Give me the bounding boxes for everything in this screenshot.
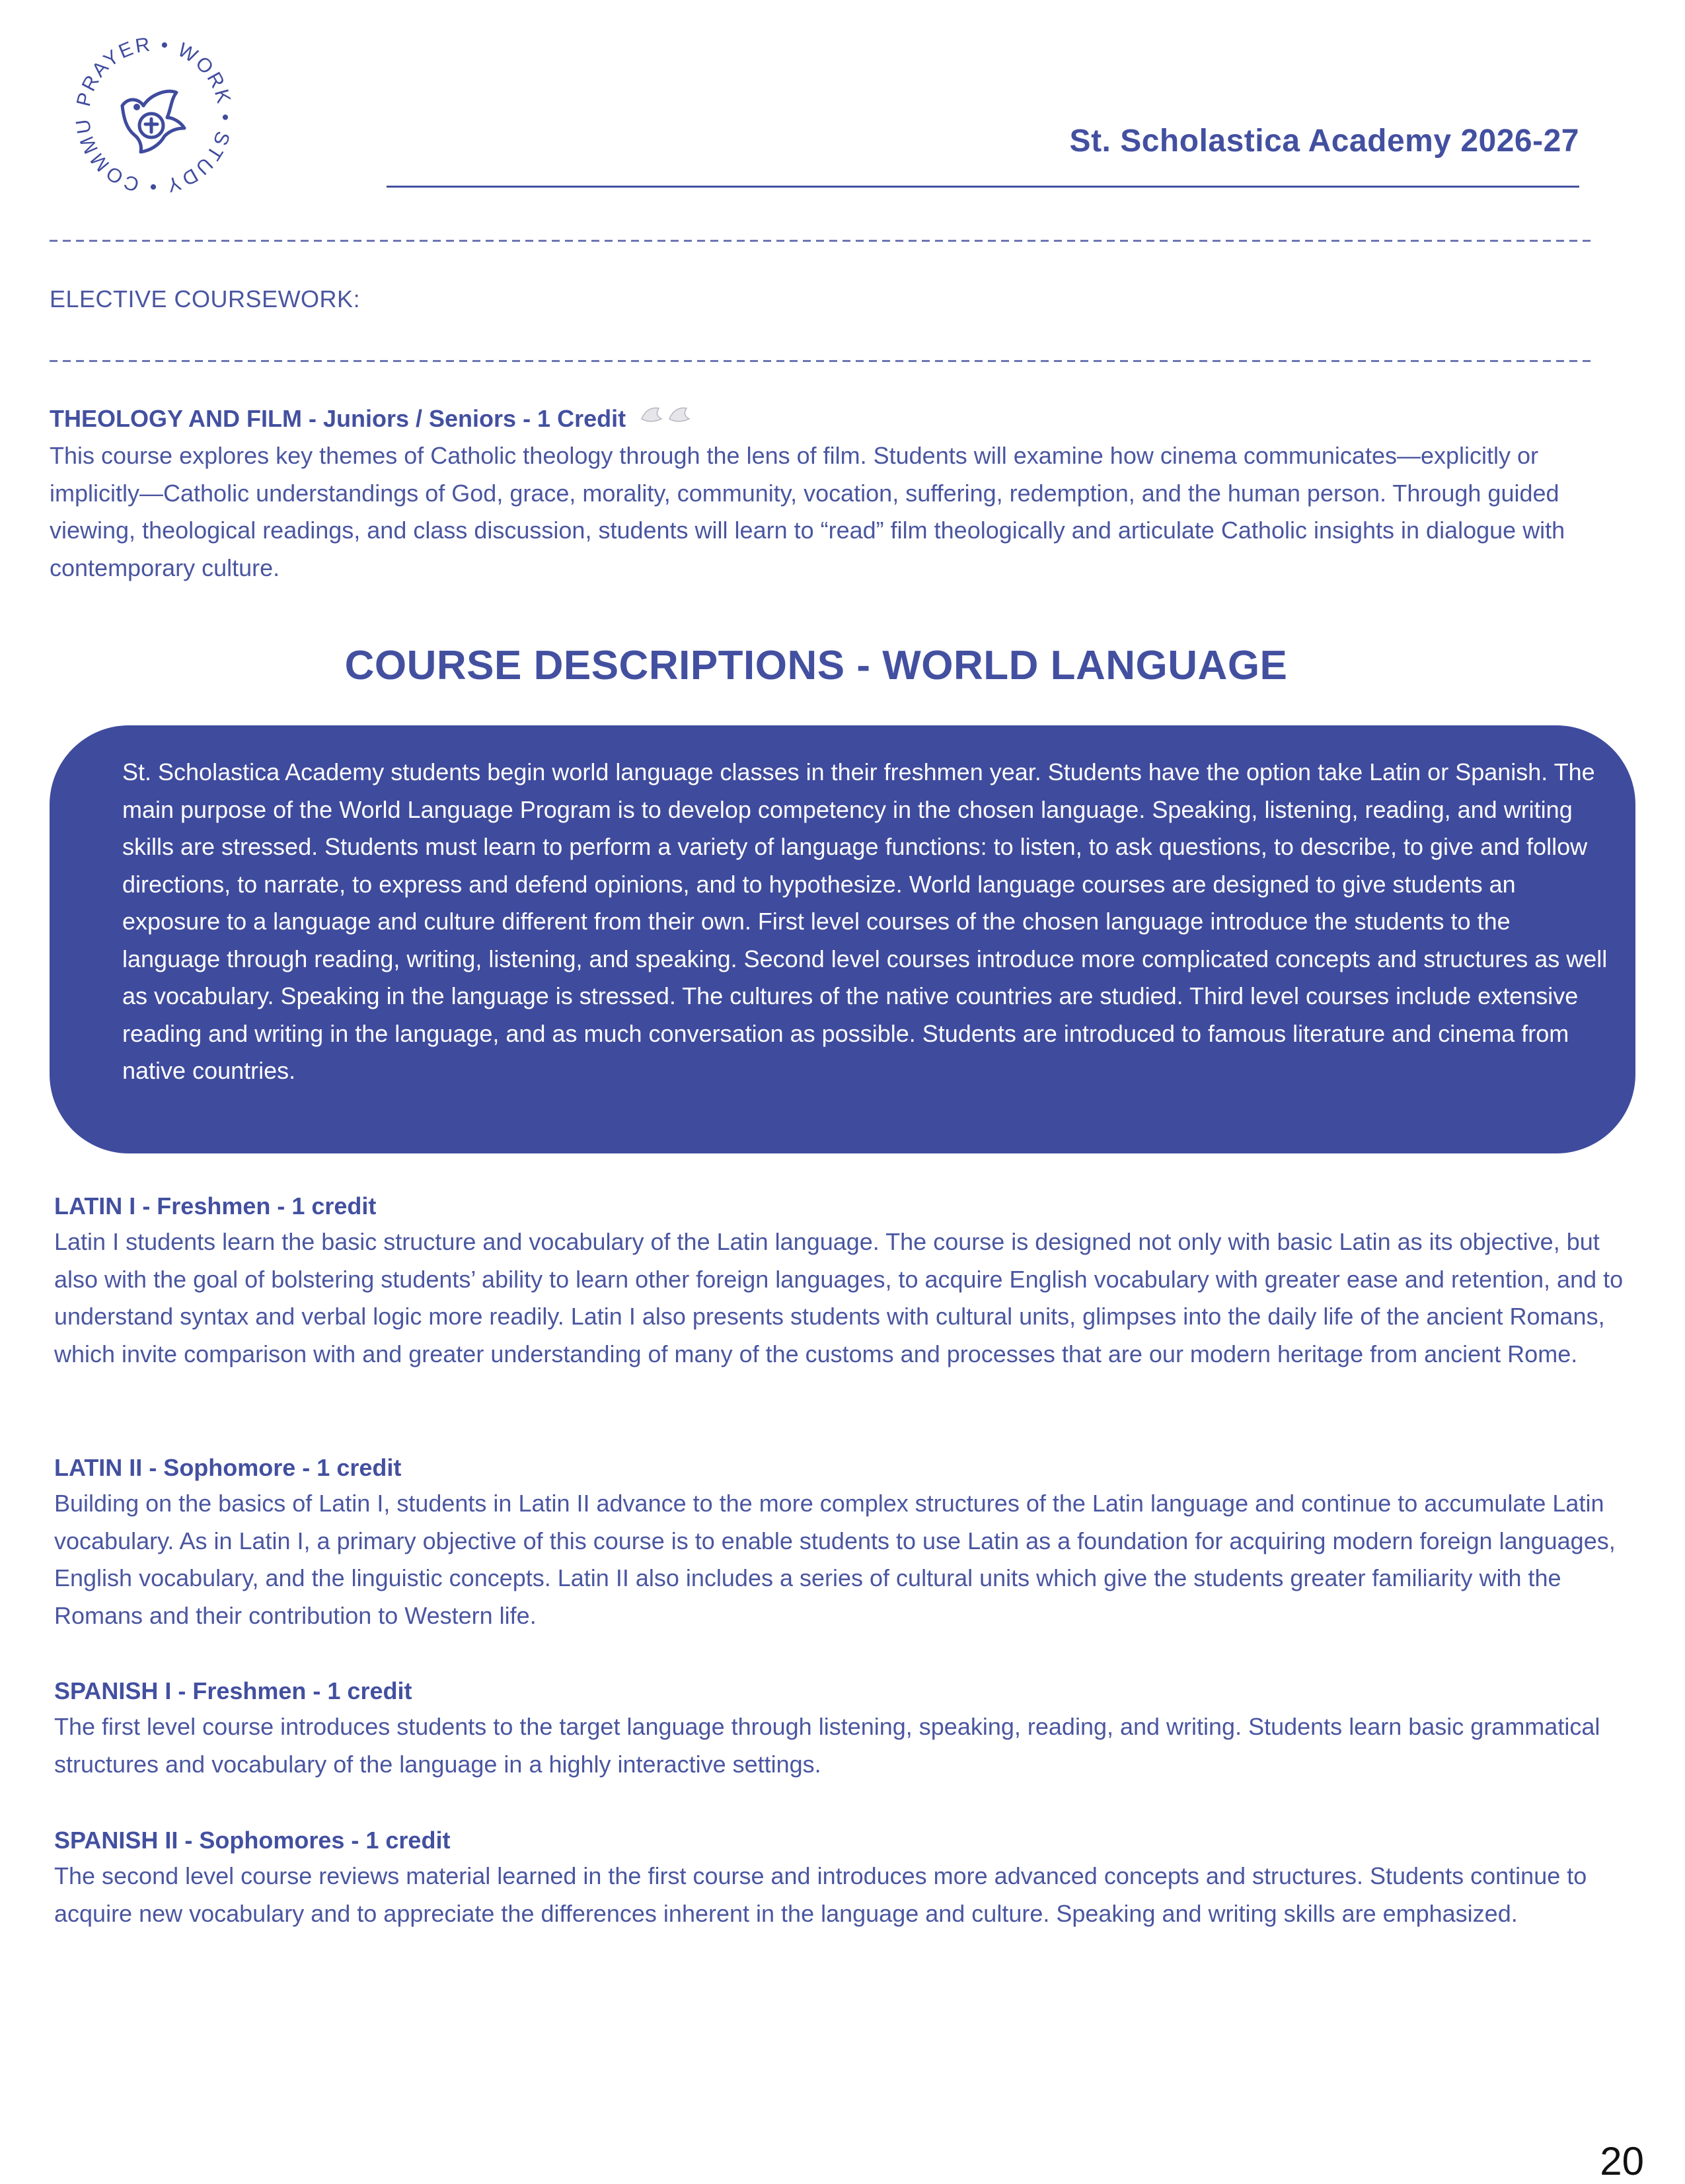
document-header-title: St. Scholastica Academy 2026-27 (1069, 124, 1579, 159)
section-heading: COURSE DESCRIPTIONS - WORLD LANGUAGE (344, 643, 1288, 688)
course-description: The first level course introduces students to the target language through listening, speaking, reading, and writing. Students learn basic grammatical structures and vocabulary of the language in a highly interactive settings. (54, 1713, 1600, 1778)
dashed-divider (50, 240, 1596, 242)
course-latin-2 (54, 1451, 1627, 1634)
course-title: SPANISH II - Sophomores - 1 credit (54, 1827, 451, 1854)
elective-section-label: ELECTIVE COURSEWORK: (50, 285, 361, 312)
dove-icon (71, 33, 237, 198)
header-rule (387, 186, 1579, 188)
logo-ring-text: PRAYER • WORK • STUDY • COMMU (71, 33, 237, 198)
course-title: SPANISH I - Freshmen - 1 credit (54, 1677, 412, 1704)
course-spanish-1 (54, 1674, 1627, 1783)
course-description: Latin I students learn the basic structure and vocabulary of the Latin language. The course is designed not only with basic Latin as its objective, but also with the goal of bolstering students’ ability to learn other foreign languages, to acquire English vocabulary with greater ease and retention, and to understand syntax and verbal logic more readily. Latin I also presents students with cultural units, glimpses into the daily life of the ancient Romans, which invite comparison with and greater understanding of many of the customs and processes that are our modern heritage from ancient Rome. (54, 1228, 1624, 1367)
dashed-divider (50, 360, 1596, 362)
course-latin-1 (54, 1189, 1627, 1373)
dove-icon (639, 403, 698, 437)
intro-text: St. Scholastica Academy students begin world language classes in their freshmen year. Students have the option take Latin or Spanish. The main purpose of the World Language Program is to develop competency in the chosen language. Speaking, listening, reading, and writing skills are stressed. Students must learn to perform a variety of language functions: to listen, to ask questions, to describe, to give and follow directions, to narrate, to express and defend opinions, and to hypothesize. World language courses are designed to give students an exposure to a language and culture different from their own. First level courses of the chosen language introduce the students to the language through reading, writing, listening, and speaking. Second level courses introduce more complicated concepts and structures as well as vocabulary. Speaking in the language is stressed. The cultures of the native countries are studied. Third level courses include extensive reading and writing in the language, and as much conversation as possible. Students are introduced to famous literature and cinema from native countries. (122, 758, 1608, 1084)
course-theology-film (50, 402, 1622, 587)
page-number: 20 (1600, 2139, 1644, 2183)
course-spanish-2 (54, 1823, 1627, 1932)
course-description: This course explores key themes of Catholic theology through the lens of film. Students will examine how cinema communicates—explicitly or implicitly—Catholic understandings of God, grace, morality, community, vocation, suffering, redemption, and the human person. Through guided viewing, theological readings, and class discussion, students will learn to “read” film theologically and articulate Catholic insights in dialogue with contemporary culture. (50, 442, 1565, 581)
intro-box (50, 725, 1635, 1153)
course-title-text: THEOLOGY AND FILM - Juniors / Seniors - 1 Credit (50, 405, 626, 432)
school-logo (71, 33, 237, 198)
course-title (50, 402, 1622, 437)
course-description: Building on the basics of Latin I, students in Latin II advance to the more complex structures of the Latin language and continue to accumulate Latin vocabulary. As in Latin I, a primary objective of this course is to enable students to use Latin as a foundation for acquiring modern foreign languages, English vocabulary, and the linguistic concepts. Latin II also includes a series of cultural units which give the students greater familiarity with the Romans and their contribution to Western life. (54, 1490, 1616, 1629)
course-description: The second level course reviews material learned in the first course and introduces more advanced concepts and structures. Students continue to acquire new vocabulary and to appreciate the differences inherent in the language and culture. Speaking and writing skills are emphasized. (54, 1862, 1587, 1927)
course-title: LATIN I - Freshmen - 1 credit (54, 1192, 377, 1219)
course-title: LATIN II - Sophomore - 1 credit (54, 1454, 402, 1481)
